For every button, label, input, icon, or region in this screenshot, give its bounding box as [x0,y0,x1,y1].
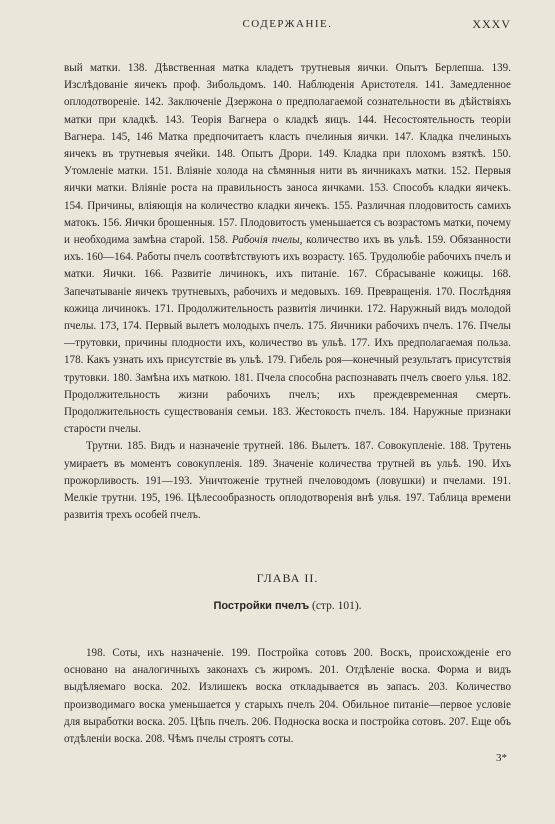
page-number: XXXV [472,17,511,31]
paragraph-text-continued: количество ихъ въ ульѣ. 159. Обязанности ихъ. 160—164. Работы пчелъ соотвѣтствуютъ ихъ возрасту. 165. Трудолюбіе рабочихъ пчелъ и матки. Яички. 166. Развитіе личинокъ, ихъ питаніе. 167. Сбрасываніе кожицы. 168. Запечатываніе яичекъ трутневыхъ, рабочихъ и медовыхъ. 169. Превращенія. 170. Послѣдняя кожица личинокъ. 171. Продолжительность развитія личинки. 172. Наружный видъ молодой пчелы. 173, 174. Первый вылетъ молодыхъ пчелъ. 175. Яичники рабочихъ пчелъ. 176. Пчелы—трутовки, причины плодности ихъ, количество въ ульѣ. 177. Ихъ предполагаемая польза. 178. Какъ узнать ихъ присутствіе въ ульѣ. 179. Гибель роя—конечный результатъ присутствія трутовки. 180. Замѣна ихъ маткою. 181. Пчела способна распознавать пчелъ своего улья. 182. Продолжительность жизни рабочихъ пчелъ; ихъ преждевременная смерть. Продолжительность существованія семьи. 183. Жестокость пчелъ. 184. Наружные признаки старости пчелы. [64,234,511,436]
chapter-page-ref: (стр. 101). [311,599,362,612]
printer-signature: 3* [496,752,507,765]
running-title: СОДЕРЖАНІЕ. [242,18,333,30]
paragraph-text: вый матки. 138. Дѣвственная матка кладетъ трутневыя яички. Опытъ Берлепша. 139. Изслѣдованіе яичекъ проф. Зибольдомъ. 140. Наблюденія Аристотеля. 141. Замедленное оплодотвореніе. 142. Заключеніе Дзержона о предполагаемой сознательности въ дѣйствіяхъ матки при кладкѣ. 143. Теорія Вагнера о кладкѣ яицъ. 144. Несостоятельность теоріи Вагнера. 145, 146 Матка предпочитаетъ класть пчелиныя яички. 147. Кладка пчелиныхъ яичекъ въ трутневыя ячейки. 148. Опытъ Дрори. 149. Кладка при плохомъ взяткѣ. 150. Утомленіе матки. 151. Вліяніе холода на сѣмянныя нити въ яичникахъ матки. 152. Первыя яички матки. Вліяніе роста на правильность заноса яичками. 153. Способъ кладки яичекъ. 154. Причины, вліяющія на количество кладки яичекъ. 155. Различная плодовитость самихъ матокъ. 156. Яички брошенныя. 157. Плодовитость уменьшается съ возрастомъ матки, почему и необходима замѣна старой. 158. [64,62,511,247]
chapter-title: Постройки пчелъ [213,599,310,612]
paragraph-drones-contents: Трутни. 185. Видъ и назначеніе трутней. 186. Вылетъ. 187. Совокупленіе. 188. Трутень умираетъ въ моментъ совокупленія. 189. Значеніе количества трутней въ ульѣ. 190. Ихъ прожорливость. 191—193. Уничтоженіе трутней пчеловодомъ (ловушки) и пчелами. 191. Мелкіе трутни. 195, 196. Цѣлесообразность оплодотворенія внѣ улья. 197. Таблица времени развитія трехъ особей пчелъ. [64,440,511,522]
paragraph-queen-contents [64,60,511,438]
paragraph-buildings-contents: 198. Соты, ихъ назначеніе. 199. Постройка сотовъ 200. Воскъ, происхожденіе его основано на аналогичныхъ законахъ съ жиромъ. 201. Отдѣленіе воска. Форма и видъ выдѣляемаго воска. 202. Излишекъ воска откладывается въ запасъ. 203. Количество производимаго воска уменьшается у старыхъ пчелъ 204. Обильное питаніе—первое условіе для выработки воска. 205. Цѣпь пчелъ. 206. Подноска воска и постройка сотовъ. 207. Еще объ отдѣленіи воска. 208. Чѣмъ пчелы строятъ соты. [64,646,511,745]
chapter-subtitle [64,598,511,615]
chapter-heading: ГЛАВА II. [256,571,319,586]
italic-section-title: Рабочія пчелы, [231,234,303,247]
page-header [64,0,511,40]
contents-text [64,60,511,767]
